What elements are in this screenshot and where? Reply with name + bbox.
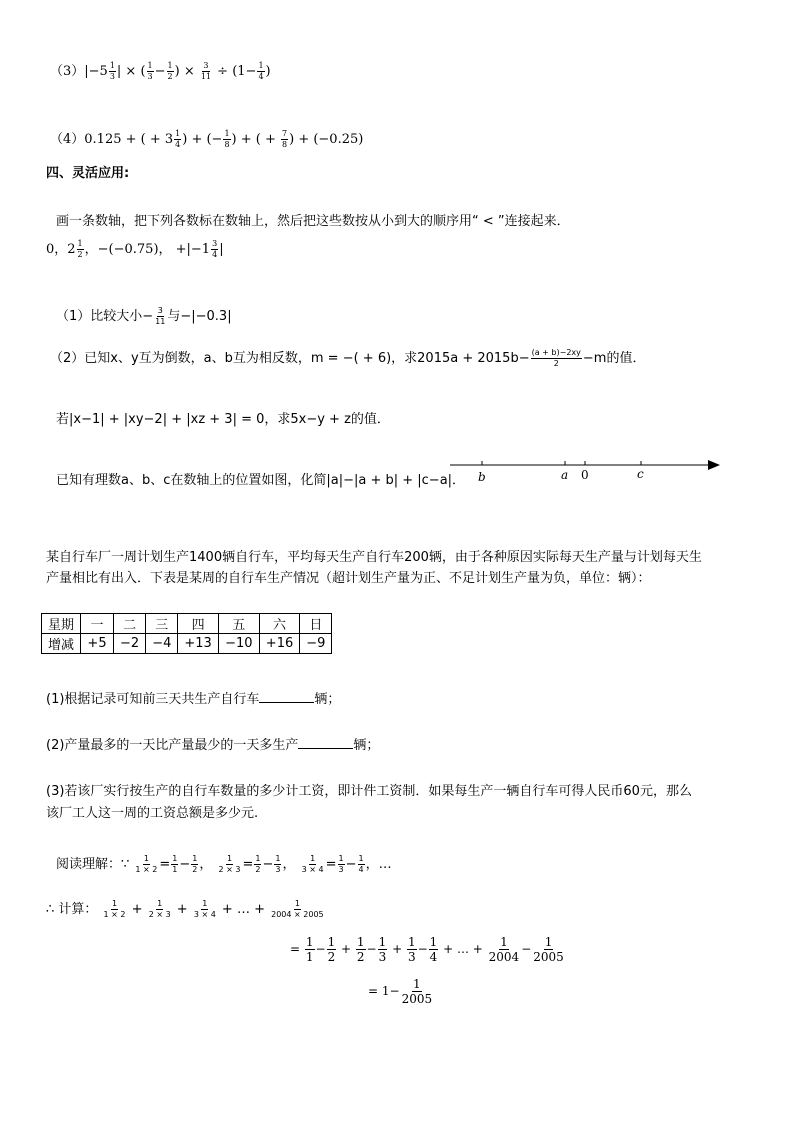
table-cell: −10 <box>218 634 259 654</box>
fraction: $\frac{1}{3}$ <box>338 854 344 874</box>
expr-text: ，−(−0.75)， +|−1 <box>84 242 211 257</box>
calc-sum: ∴ 计算： $\frac{1}{1 \times 2}$ + $\frac{1}{2 \times 3}$ + $\frac{1}{3 \times 4}$ + … + $\frac{1}{2004 \times 2005}$ <box>46 899 324 919</box>
numberline-task: 画一条数轴，把下列各数标在数轴上，然后把这些数按从小到大的顺序用“ < ”连接起来． <box>56 214 570 229</box>
compare-problem <box>56 305 232 326</box>
table-cell: 五 <box>218 614 259 634</box>
expr-text: |−5 <box>84 64 108 79</box>
expr-text: 0.125 + ( + 3 <box>84 132 174 147</box>
question-text: 辆； <box>314 692 341 707</box>
production-table <box>41 613 332 654</box>
expr-text: 与−|−0.3| <box>167 309 232 324</box>
axis-arrow <box>708 460 720 470</box>
table-cell: 日 <box>300 614 332 634</box>
expr-text: ) + ( + <box>231 132 281 147</box>
fraction: $\frac{1}{3}$ <box>275 854 281 874</box>
numbers-list <box>46 238 224 259</box>
fraction: $\frac{3}{11}$ <box>200 61 212 81</box>
table-cell: 三 <box>146 614 178 634</box>
expr-text: ÷ (1− <box>213 64 257 79</box>
expr-text: − <box>154 64 166 79</box>
expr-text: | <box>219 242 224 257</box>
fraction: $\frac{1}{2 \times 3}$ <box>218 854 241 874</box>
bike-question-3-line2: 该厂工人这一周的工资总额是多少元. <box>46 806 259 821</box>
calc-label: ∴ 计算： <box>46 902 98 917</box>
table-cell: 星期 <box>42 614 81 634</box>
reciprocal-problem <box>50 347 645 368</box>
fraction: $\frac{3}{11}$ <box>155 306 166 326</box>
fraction: $\frac{1}{2}$ <box>327 935 336 964</box>
reading-label: 阅读理解：∵ <box>56 857 134 872</box>
table-cell: +16 <box>259 634 299 654</box>
label-b: b <box>478 470 486 484</box>
table-cell: 一 <box>81 614 114 634</box>
label-a: a <box>561 468 569 482</box>
rational-problem: 已知有理数a、b、c在数轴上的位置如图，化简|a|−|a + b| + |c−a|． <box>56 473 466 488</box>
fraction: $\frac{1}{2004}$ <box>488 935 520 964</box>
table-cell: 六 <box>259 614 299 634</box>
fraction: $\frac{1}{1 \times 2}$ <box>135 854 158 874</box>
table-cell: +5 <box>81 634 114 654</box>
fraction: $\frac{1}{2}$ <box>167 61 173 81</box>
fraction: $\frac{1}{2}$ <box>77 239 83 259</box>
expr-text: ) + (− <box>182 132 223 147</box>
question-text: (2)产量最多的一天比产量最少的一天多生产 <box>46 738 299 753</box>
table-cell: −2 <box>114 634 146 654</box>
fraction: $\frac{1}{3}$ <box>147 61 153 81</box>
table-cell: 四 <box>178 614 218 634</box>
fraction: $\frac{1}{2}$ <box>356 935 365 964</box>
fraction: $\frac{1}{2}$ <box>255 854 261 874</box>
expr-text: 0，2 <box>46 242 76 257</box>
bike-intro-line2: 产量相比有出入．下表是某周的自行车生产情况（超计划生产量为正、不足计划生产量为负，单位：辆）： <box>46 571 651 586</box>
fraction: $\frac{1}{2004 \times 2005}$ <box>271 899 324 919</box>
fraction: $\frac{1}{3 \times 4}$ <box>301 854 324 874</box>
table-cell: 二 <box>114 614 146 634</box>
fraction: $\frac{1}{4}$ <box>258 61 264 81</box>
table-cell: 增减 <box>42 634 81 654</box>
expr-text: （1）比较大小− <box>56 309 154 324</box>
fraction: $\frac{7}{8}$ <box>282 129 288 149</box>
expr-text: （2）已知x、y互为倒数，a、b互为相反数，m = −( + 6)，求2015a + 2015b− <box>50 351 530 366</box>
fraction: $\frac{(a + b)-2xy}{2}$ <box>531 348 581 368</box>
fraction: $\frac{1}{1}$ <box>305 935 314 964</box>
answer-blank[interactable] <box>298 736 353 749</box>
table-row <box>42 634 332 654</box>
bike-intro-line1: 某自行车厂一周计划生产1400辆自行车，平均每天生产自行车200辆，由于各种原因实际每天生产量与计划每天生 <box>46 550 702 565</box>
fraction: $\frac{1}{3}$ <box>378 935 387 964</box>
problem-3 <box>50 60 271 81</box>
label-c: c <box>637 467 644 481</box>
expr-text: −m的值． <box>582 351 646 366</box>
fraction: $\frac{1}{4}$ <box>358 854 364 874</box>
bike-question-3-line1: (3)若该厂实行按生产的自行车数量的多少计工资，即计件工资制．如果每生产一辆自行车可得人民币60元，那么 <box>46 784 692 799</box>
label-zero: 0 <box>581 468 589 482</box>
fraction: $\frac{1}{1}$ <box>172 854 178 874</box>
reading-comprehension: 阅读理解：∵ $\frac{1}{1 \times 2}$ = $\frac{1}{1}$ − $\frac{1}{2}$ ， $\frac{1}{2 \times 3}$ = $\frac{1}{2}$ − $\frac{1}{3}$ ， $\frac{1}{3 \times 4}$ = $\frac{1}{3}$ − $\frac{1}{4}$ ，… <box>56 854 392 874</box>
expr-text: ) × <box>174 64 199 79</box>
fraction: $\frac{1}{3 \times 4}$ <box>193 899 216 919</box>
answer-blank[interactable] <box>259 690 314 703</box>
problem-4 <box>50 128 363 149</box>
calc-step-2: = 1− $\frac{1}{2005}$ <box>368 977 433 1006</box>
problem-number: （4） <box>50 132 85 147</box>
fraction: $\frac{1}{2}$ <box>192 854 198 874</box>
bike-question-1 <box>46 688 340 707</box>
number-line <box>448 454 726 488</box>
fraction: $\frac{3}{4}$ <box>212 239 218 259</box>
fraction: $\frac{1}{4}$ <box>175 129 181 149</box>
fraction: $\frac{1}{8}$ <box>224 129 230 149</box>
expr-text: ) <box>265 64 271 79</box>
fraction: $\frac{1}{3}$ <box>407 935 416 964</box>
table-cell: −9 <box>300 634 332 654</box>
question-text: 辆； <box>353 738 380 753</box>
fraction: $\frac{1}{1 \times 2}$ <box>103 899 126 919</box>
abs-equation-problem: 若|x−1| + |xy−2| + |xz + 3| = 0，求5x−y + z的值． <box>56 412 390 427</box>
fraction: $\frac{1}{2 \times 3}$ <box>148 899 171 919</box>
table-row <box>42 614 332 634</box>
expr-text: | × ( <box>116 64 146 79</box>
question-text: (1)根据记录可知前三天共生产自行车 <box>46 692 260 707</box>
fraction: $\frac{1}{3}$ <box>109 61 115 81</box>
calc-step-1: = $\frac{1}{1}$ − $\frac{1}{2}$ + $\frac{1}{2}$ − $\frac{1}{3}$ + $\frac{1}{3}$ − $\frac{1}{4}$ + … + $\frac{1}{2004}$ − $\frac{1}{2005}$ <box>290 935 564 964</box>
fraction: $\frac{1}{4}$ <box>429 935 438 964</box>
table-cell: +13 <box>178 634 218 654</box>
problem-number: （3） <box>50 64 85 79</box>
fraction: $\frac{1}{2005}$ <box>533 935 564 964</box>
bike-question-2 <box>46 734 379 753</box>
section-heading: 四、灵活应用: <box>46 166 130 181</box>
expr-text: ) + (−0.25) <box>289 132 364 147</box>
table-cell: −4 <box>146 634 178 654</box>
fraction: $\frac{1}{2005}$ <box>401 977 433 1006</box>
